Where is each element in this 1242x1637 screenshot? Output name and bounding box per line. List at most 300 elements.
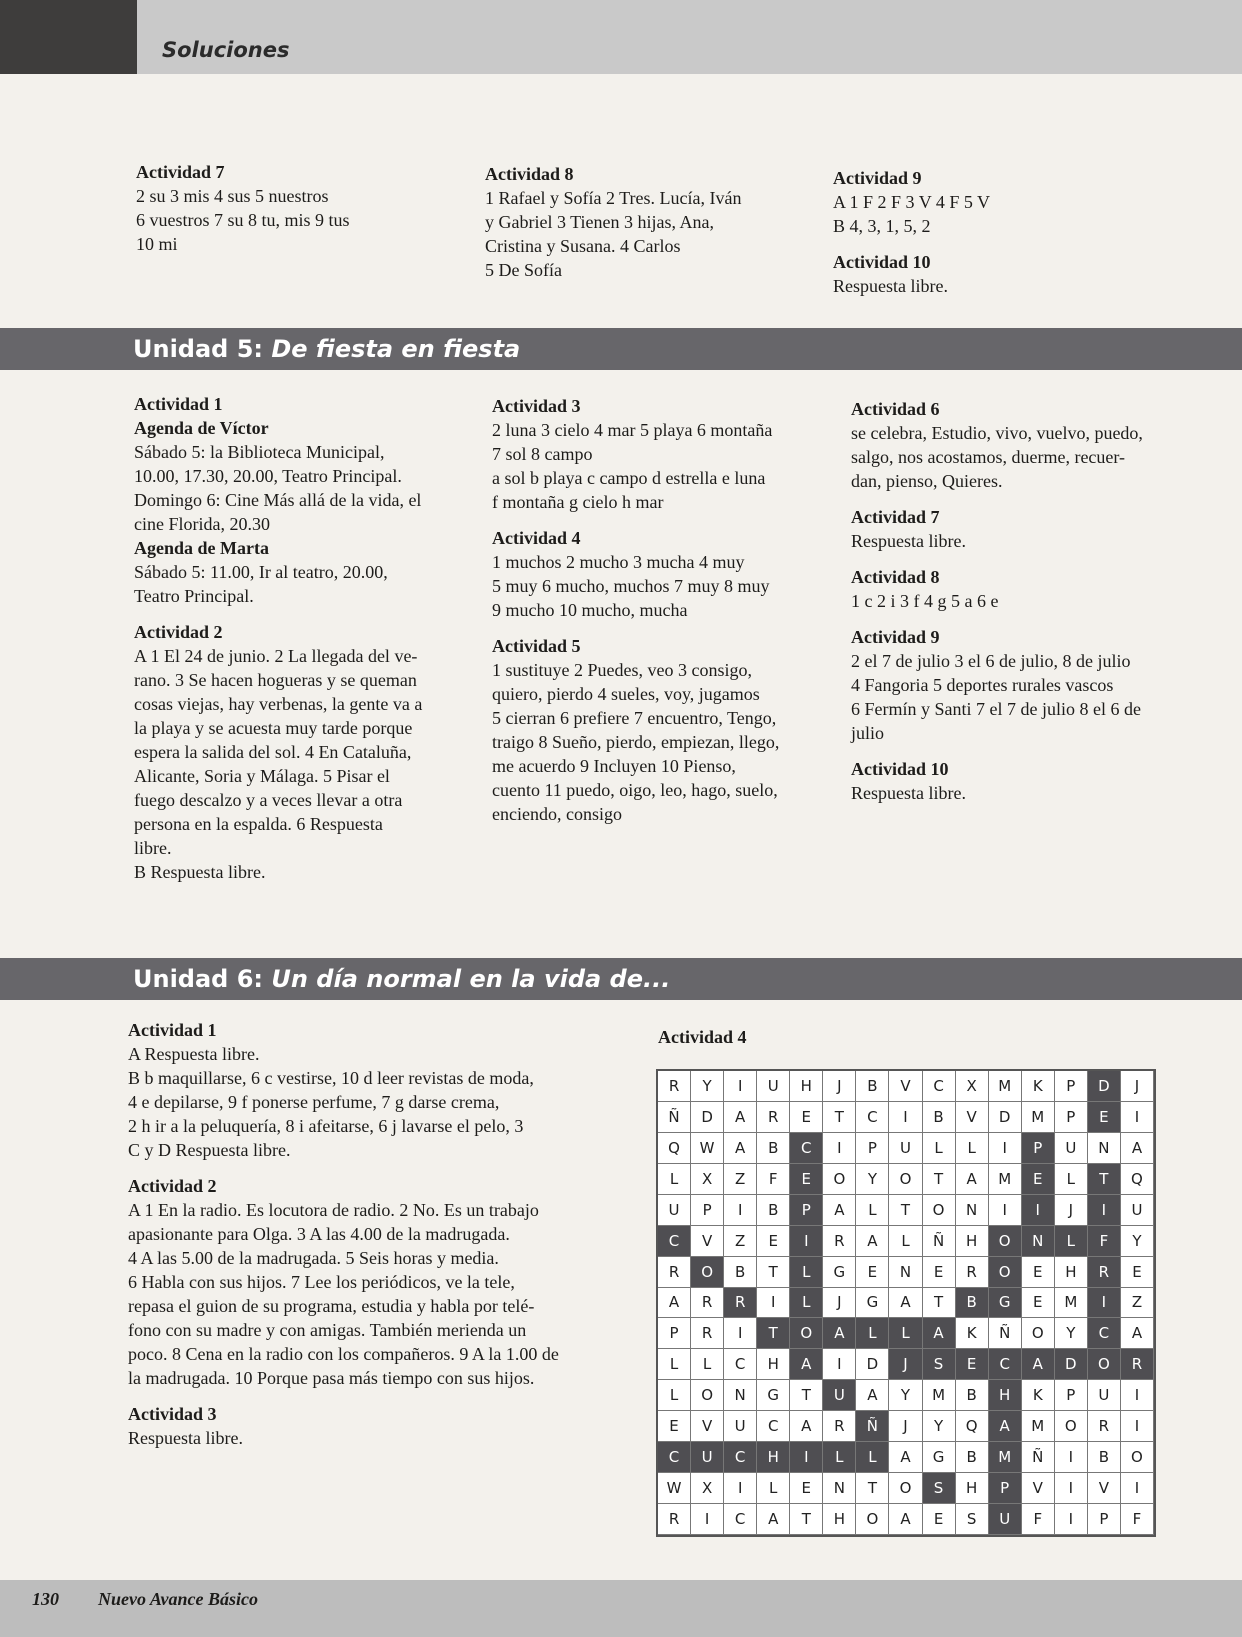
answer-line: y Gabriel 3 Tienen 3 hijas, Ana, (485, 212, 714, 232)
grid-cell: P (856, 1133, 889, 1164)
answer-line: cosas viejas, hay verbenas, la gente va a (134, 694, 423, 714)
grid-cell: L (757, 1473, 790, 1504)
grid-cell: A (1121, 1318, 1154, 1349)
grid-cell: N (889, 1257, 922, 1288)
grid-cell: A (823, 1195, 856, 1226)
answer-line (134, 608, 474, 620)
activity-heading: Actividad 6 (851, 399, 940, 419)
grid-cell: R (724, 1288, 757, 1319)
answer-line: 4 Fangoria 5 deportes rurales vascos (851, 675, 1114, 695)
grid-cell: T (923, 1164, 956, 1195)
grid-cell: H (1055, 1257, 1088, 1288)
grid-cell: A (989, 1411, 1022, 1442)
grid-cell: S (923, 1473, 956, 1504)
grid-cell: T (757, 1318, 790, 1349)
answer-line: quiero, pierdo 4 sueles, voy, jugamos (492, 684, 760, 704)
answer-line (492, 514, 832, 526)
grid-cell: C (757, 1411, 790, 1442)
grid-cell: W (691, 1133, 724, 1164)
answer-line: rano. 3 Se hacen hogueras y se queman (134, 670, 417, 690)
grid-cell: J (1121, 1071, 1154, 1102)
answer-line (851, 613, 1211, 625)
grid-cell: T (823, 1102, 856, 1133)
grid-cell: R (757, 1102, 790, 1133)
grid-cell: A (889, 1504, 922, 1535)
u4-column-3 (833, 166, 1193, 298)
grid-cell: B (724, 1257, 757, 1288)
grid-cell: M (989, 1071, 1022, 1102)
grid-cell: F (1121, 1504, 1154, 1535)
answer-line (851, 553, 1211, 565)
grid-cell: I (989, 1195, 1022, 1226)
grid-cell: F (757, 1164, 790, 1195)
grid-cell: B (856, 1071, 889, 1102)
answer-line: B 4, 3, 1, 5, 2 (833, 216, 931, 236)
grid-cell: I (1088, 1288, 1121, 1319)
grid-cell: N (1022, 1226, 1055, 1257)
grid-cell: E (956, 1349, 989, 1380)
answer-line: Agenda de Marta (134, 538, 269, 558)
activity-heading: Actividad 9 (833, 168, 922, 188)
grid-cell: A (889, 1288, 922, 1319)
grid-cell: I (1121, 1380, 1154, 1411)
grid-cell: C (1088, 1318, 1121, 1349)
answer-line: enciendo, consigo (492, 804, 622, 824)
grid-cell: T (790, 1380, 823, 1411)
grid-cell: G (856, 1288, 889, 1319)
grid-cell: A (856, 1226, 889, 1257)
grid-cell: L (923, 1133, 956, 1164)
grid-cell: D (856, 1349, 889, 1380)
grid-cell: O (889, 1164, 922, 1195)
grid-cell: G (757, 1380, 790, 1411)
answer-line: traigo 8 Sueño, pierdo, empiezan, llego, (492, 732, 780, 752)
grid-cell: L (856, 1318, 889, 1349)
grid-cell: O (989, 1226, 1022, 1257)
grid-cell: R (1121, 1349, 1154, 1380)
grid-cell: L (823, 1442, 856, 1473)
grid-cell: E (790, 1102, 823, 1133)
grid-cell: J (823, 1288, 856, 1319)
grid-cell: J (889, 1349, 922, 1380)
grid-cell: T (889, 1195, 922, 1226)
grid-cell: L (790, 1257, 823, 1288)
grid-cell: A (724, 1133, 757, 1164)
word-search-grid (656, 1069, 1156, 1537)
grid-cell: I (724, 1318, 757, 1349)
grid-cell: H (823, 1504, 856, 1535)
grid-cell: Y (691, 1071, 724, 1102)
grid-cell: I (989, 1133, 1022, 1164)
grid-cell: A (658, 1288, 691, 1319)
grid-cell: Ñ (856, 1411, 889, 1442)
grid-cell: G (989, 1288, 1022, 1319)
grid-cell: V (691, 1226, 724, 1257)
grid-cell: A (823, 1318, 856, 1349)
grid-cell: G (823, 1257, 856, 1288)
grid-cell: O (856, 1504, 889, 1535)
unit-5-banner (0, 328, 1242, 370)
grid-cell: E (1121, 1257, 1154, 1288)
grid-cell: P (658, 1318, 691, 1349)
grid-cell: Y (1055, 1318, 1088, 1349)
u4-column-2 (485, 162, 815, 282)
grid-cell: B (757, 1195, 790, 1226)
grid-cell: I (1055, 1504, 1088, 1535)
answer-line: A 1 En la radio. Es locutora de radio. 2 No. Es un trabajo (128, 1200, 539, 1220)
grid-cell: Ñ (923, 1226, 956, 1257)
grid-cell: Z (724, 1226, 757, 1257)
grid-cell: N (724, 1380, 757, 1411)
grid-cell: U (658, 1195, 691, 1226)
grid-cell: E (923, 1257, 956, 1288)
grid-cell: I (691, 1504, 724, 1535)
grid-cell: M (989, 1442, 1022, 1473)
grid-cell: N (1088, 1133, 1121, 1164)
grid-cell: A (856, 1380, 889, 1411)
grid-cell: P (1055, 1071, 1088, 1102)
answer-line: 10 mi (136, 234, 178, 254)
answer-line: A 1 El 24 de junio. 2 La llegada del ve- (134, 646, 418, 666)
grid-cell: I (1022, 1195, 1055, 1226)
grid-cell: T (757, 1257, 790, 1288)
grid-cell: H (956, 1226, 989, 1257)
answer-line: A 1 F 2 F 3 V 4 F 5 V (833, 192, 991, 212)
answer-line: 4 e depilarse, 9 f ponerse perfume, 7 g darse crema, (128, 1092, 500, 1112)
answer-line: Alicante, Soria y Málaga. 5 Pisar el (134, 766, 390, 786)
grid-cell: E (1022, 1288, 1055, 1319)
grid-cell: L (1055, 1164, 1088, 1195)
answer-line: repasa el guion de su programa, estudia y habla por telé- (128, 1296, 535, 1316)
activity-heading: Actividad 2 (128, 1176, 217, 1196)
answer-line: 1 muchos 2 mucho 3 mucha 4 muy (492, 552, 745, 572)
grid-cell: A (923, 1318, 956, 1349)
activity-heading: Actividad 5 (492, 636, 581, 656)
grid-cell: B (956, 1442, 989, 1473)
grid-cell: C (790, 1133, 823, 1164)
grid-cell: D (691, 1102, 724, 1133)
grid-cell: A (790, 1411, 823, 1442)
answer-line: 2 h ir a la peluquería, 8 i afeitarse, 6 j lavarse el pelo, 3 (128, 1116, 524, 1136)
grid-cell: C (923, 1071, 956, 1102)
answer-line: 5 De Sofía (485, 260, 562, 280)
answer-line: f montaña g cielo h mar (492, 492, 664, 512)
answer-line: 9 mucho 10 mucho, mucha (492, 600, 688, 620)
grid-cell: E (790, 1164, 823, 1195)
section-title: Soluciones (162, 38, 290, 62)
grid-cell: Y (856, 1164, 889, 1195)
grid-cell: J (1055, 1195, 1088, 1226)
grid-cell: C (658, 1442, 691, 1473)
grid-cell: R (1088, 1257, 1121, 1288)
grid-cell: O (923, 1195, 956, 1226)
answer-line: Respuesta libre. (851, 531, 966, 551)
answer-line: salgo, nos acostamos, duerme, recuer- (851, 447, 1126, 467)
grid-cell: Ñ (1022, 1442, 1055, 1473)
grid-cell: C (724, 1504, 757, 1535)
answer-line: 6 Habla con sus hijos. 7 Lee los periódicos, ve la tele, (128, 1272, 515, 1292)
grid-cell: B (956, 1288, 989, 1319)
grid-cell: I (889, 1102, 922, 1133)
grid-cell: U (823, 1380, 856, 1411)
grid-cell: H (757, 1442, 790, 1473)
grid-cell: P (1055, 1380, 1088, 1411)
answer-line: 2 el 7 de julio 3 el 6 de julio, 8 de julio (851, 651, 1131, 671)
grid-cell: C (989, 1349, 1022, 1380)
grid-cell: U (889, 1133, 922, 1164)
grid-cell: L (1055, 1226, 1088, 1257)
grid-cell: L (956, 1133, 989, 1164)
book-title: Nuevo Avance Básico (98, 1589, 258, 1609)
grid-cell: R (658, 1504, 691, 1535)
grid-cell: R (691, 1288, 724, 1319)
activity-heading: Actividad 7 (851, 507, 940, 527)
activity-heading: Actividad 9 (851, 627, 940, 647)
grid-cell: V (1088, 1473, 1121, 1504)
grid-cell: N (956, 1195, 989, 1226)
answer-line: 10.00, 17.30, 20.00, Teatro Principal. (134, 466, 402, 486)
answer-line: 1 Rafael y Sofía 2 Tres. Lucía, Iván (485, 188, 742, 208)
grid-cell: R (956, 1257, 989, 1288)
activity-heading: Actividad 3 (128, 1404, 217, 1424)
grid-cell: L (856, 1195, 889, 1226)
grid-cell: I (823, 1133, 856, 1164)
grid-cell: P (1022, 1133, 1055, 1164)
grid-cell: B (956, 1380, 989, 1411)
answer-line: la playa y se acuesta muy tarde porque (134, 718, 413, 738)
grid-cell: T (1088, 1164, 1121, 1195)
grid-cell: N (823, 1473, 856, 1504)
grid-cell: S (956, 1504, 989, 1535)
unit-5-title: De fiesta en fiesta (271, 335, 521, 363)
grid-cell: M (989, 1164, 1022, 1195)
grid-cell: A (956, 1164, 989, 1195)
grid-cell: L (658, 1349, 691, 1380)
u4-column-1 (136, 160, 466, 256)
grid-cell: T (790, 1504, 823, 1535)
grid-cell: M (1022, 1102, 1055, 1133)
grid-cell: Y (889, 1380, 922, 1411)
unit-6-banner (0, 958, 1242, 1000)
grid-cell: H (757, 1349, 790, 1380)
grid-cell: O (823, 1164, 856, 1195)
grid-cell: H (989, 1380, 1022, 1411)
activity-heading: Actividad 1 (134, 394, 223, 414)
grid-cell: L (658, 1164, 691, 1195)
grid-cell: P (691, 1195, 724, 1226)
grid-cell: L (790, 1288, 823, 1319)
grid-cell: I (724, 1195, 757, 1226)
grid-cell: S (923, 1349, 956, 1380)
grid-cell: A (757, 1504, 790, 1535)
u6-actividad-4-heading: Actividad 4 (658, 1027, 747, 1047)
grid-cell: R (691, 1318, 724, 1349)
grid-cell: U (1055, 1133, 1088, 1164)
grid-cell: Ñ (658, 1102, 691, 1133)
answer-line: 2 luna 3 cielo 4 mar 5 playa 6 montaña (492, 420, 773, 440)
answer-line: la madrugada. 10 Porque pasa más tiempo con sus hijos. (128, 1368, 535, 1388)
grid-cell: R (823, 1226, 856, 1257)
grid-cell: U (757, 1071, 790, 1102)
grid-cell: E (790, 1473, 823, 1504)
answer-line: 5 muy 6 mucho, muchos 7 muy 8 muy (492, 576, 770, 596)
grid-cell: Q (1121, 1164, 1154, 1195)
grid-cell: D (1055, 1349, 1088, 1380)
grid-cell: X (691, 1164, 724, 1195)
grid-cell: L (691, 1349, 724, 1380)
answer-line: Domingo 6: Cine Más allá de la vida, el (134, 490, 422, 510)
answer-line: dan, pienso, Quieres. (851, 471, 1003, 491)
activity-heading: Actividad 8 (851, 567, 940, 587)
grid-cell: E (1022, 1164, 1055, 1195)
grid-cell: Q (658, 1133, 691, 1164)
grid-cell: C (724, 1349, 757, 1380)
grid-cell: B (923, 1102, 956, 1133)
answer-line: fuego descalzo y a veces llevar a otra (134, 790, 403, 810)
grid-cell: I (823, 1349, 856, 1380)
u5-column-2 (492, 394, 832, 826)
u6-column-1 (128, 1018, 628, 1450)
grid-cell: R (1088, 1411, 1121, 1442)
grid-cell: Y (1121, 1226, 1154, 1257)
grid-cell: U (1088, 1380, 1121, 1411)
answer-line: Respuesta libre. (833, 276, 948, 296)
grid-cell: Z (1121, 1288, 1154, 1319)
unit-6-prefix: Unidad 6: (133, 965, 264, 993)
answer-line: 1 c 2 i 3 f 4 g 5 a 6 e (851, 591, 999, 611)
grid-cell: O (989, 1257, 1022, 1288)
grid-cell: I (790, 1442, 823, 1473)
answer-line: A Respuesta libre. (128, 1044, 260, 1064)
u5-column-3 (851, 397, 1211, 805)
grid-cell: I (790, 1226, 823, 1257)
grid-cell: K (1022, 1380, 1055, 1411)
answer-line: 6 vuestros 7 su 8 tu, mis 9 tus (136, 210, 350, 230)
grid-cell: O (1055, 1411, 1088, 1442)
grid-cell: T (923, 1288, 956, 1319)
grid-cell: E (1022, 1257, 1055, 1288)
grid-cell: B (1088, 1442, 1121, 1473)
answer-line: 4 A las 5.00 de la madrugada. 5 Seis horas y media. (128, 1248, 499, 1268)
grid-cell: I (724, 1473, 757, 1504)
answer-line: Sábado 5: 11.00, Ir al teatro, 20.00, (134, 562, 388, 582)
grid-cell: V (956, 1102, 989, 1133)
grid-cell: K (1022, 1071, 1055, 1102)
grid-cell: I (757, 1288, 790, 1319)
answer-line: C y D Respuesta libre. (128, 1140, 291, 1160)
grid-cell: Ñ (989, 1318, 1022, 1349)
grid-cell: P (989, 1473, 1022, 1504)
grid-cell: J (823, 1071, 856, 1102)
answer-line: espera la salida del sol. 4 En Cataluña, (134, 742, 412, 762)
grid-cell: K (956, 1318, 989, 1349)
answer-line: Respuesta libre. (851, 783, 966, 803)
answer-line: a sol b playa c campo d estrella e luna (492, 468, 766, 488)
grid-cell: B (757, 1133, 790, 1164)
grid-cell: W (658, 1473, 691, 1504)
grid-cell: I (1088, 1195, 1121, 1226)
answer-line: poco. 8 Cena en la radio con los compañeros. 9 A la 1.00 de (128, 1344, 559, 1364)
grid-cell: V (889, 1071, 922, 1102)
grid-cell: L (889, 1318, 922, 1349)
grid-cell: O (1121, 1442, 1154, 1473)
activity-heading: Actividad 2 (134, 622, 223, 642)
grid-cell: R (658, 1071, 691, 1102)
grid-cell: I (724, 1071, 757, 1102)
u5-column-1 (134, 392, 474, 884)
answer-line (833, 238, 1193, 250)
grid-cell: E (1088, 1102, 1121, 1133)
answer-line: 7 sol 8 campo (492, 444, 593, 464)
grid-cell: X (691, 1473, 724, 1504)
unit-6-title: Un día normal en la vida de... (271, 965, 671, 993)
grid-cell: P (1055, 1102, 1088, 1133)
grid-cell: I (1055, 1473, 1088, 1504)
grid-cell: L (889, 1226, 922, 1257)
answer-line: B Respuesta libre. (134, 862, 266, 882)
answer-line: libre. (134, 838, 172, 858)
grid-cell: E (923, 1504, 956, 1535)
grid-cell: Q (956, 1411, 989, 1442)
grid-cell: H (790, 1071, 823, 1102)
grid-cell: P (790, 1195, 823, 1226)
grid-cell: C (724, 1442, 757, 1473)
activity-heading: Actividad 4 (492, 528, 581, 548)
answer-line: 5 cierran 6 prefiere 7 encuentro, Tengo, (492, 708, 777, 728)
grid-cell: A (790, 1349, 823, 1380)
grid-cell: H (956, 1473, 989, 1504)
grid-cell: M (1022, 1411, 1055, 1442)
answer-line: 1 sustituye 2 Puedes, veo 3 consigo, (492, 660, 752, 680)
activity-heading: Actividad 10 (833, 252, 931, 272)
grid-cell: M (923, 1380, 956, 1411)
answer-line: Teatro Principal. (134, 586, 254, 606)
grid-cell: V (691, 1411, 724, 1442)
answer-line: Sábado 5: la Biblioteca Municipal, (134, 442, 385, 462)
grid-cell: C (856, 1102, 889, 1133)
activity-heading: Actividad 3 (492, 396, 581, 416)
header-bar (0, 0, 1242, 74)
grid-cell: T (856, 1473, 889, 1504)
grid-cell: J (889, 1411, 922, 1442)
grid-cell: R (658, 1257, 691, 1288)
page-number: 130 (32, 1589, 59, 1609)
grid-cell: F (1088, 1226, 1121, 1257)
answer-line: Respuesta libre. (128, 1428, 243, 1448)
activity-heading: Actividad 10 (851, 759, 949, 779)
grid-cell: U (989, 1504, 1022, 1535)
answer-line: 6 Fermín y Santi 7 el 7 de julio 8 el 6 de (851, 699, 1141, 719)
grid-cell: O (1022, 1318, 1055, 1349)
answer-line: B b maquillarse, 6 c vestirse, 10 d leer revistas de moda, (128, 1068, 534, 1088)
grid-cell: O (691, 1257, 724, 1288)
grid-cell: R (823, 1411, 856, 1442)
activity-heading: Actividad 7 (136, 162, 225, 182)
answer-line: se celebra, Estudio, vivo, vuelvo, puedo, (851, 423, 1143, 443)
grid-cell: O (1088, 1349, 1121, 1380)
answer-line (128, 1390, 628, 1402)
grid-cell: V (1022, 1473, 1055, 1504)
answer-line (492, 622, 832, 634)
grid-cell: O (691, 1380, 724, 1411)
grid-cell: Y (923, 1411, 956, 1442)
grid-cell: E (658, 1411, 691, 1442)
grid-cell: A (889, 1442, 922, 1473)
answer-line: 2 su 3 mis 4 sus 5 nuestros (136, 186, 329, 206)
grid-cell: Z (724, 1164, 757, 1195)
answer-line: me acuerdo 9 Incluyen 10 Pienso, (492, 756, 736, 776)
answer-line: apasionante para Olga. 3 A las 4.00 de la madrugada. (128, 1224, 510, 1244)
